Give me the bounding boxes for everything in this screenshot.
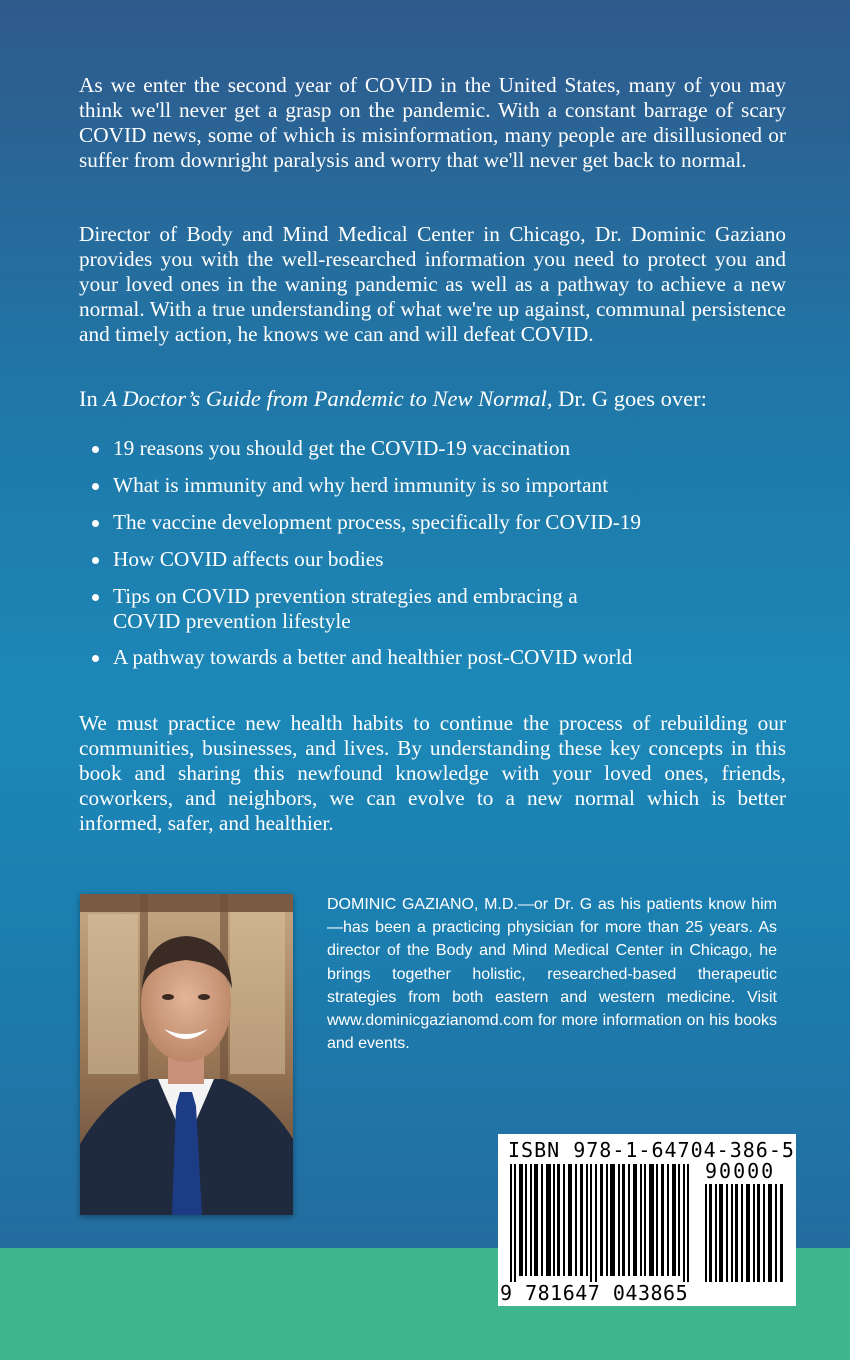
description-paragraph-1: As we enter the second year of COVID in the United States, many of you may think we'll never get a grasp on the pandemic. With a constant barrage of scary COVID news, some of which is misinformation, many people are disillusioned or suffer from downright paralysis and worry that we'll never get back to normal. — [79, 73, 786, 172]
price-bars — [705, 1184, 785, 1282]
list-item: Tips on COVID prevention strategies and embracing a COVID prevention lifestyle — [79, 584, 643, 634]
author-bio: DOMINIC GAZIANO, M.D.—or Dr. G as his patients know him—has been a practicing physician for more than 25 years. As director of the Body and Mind Medical Center in Chicago, he brings together holistic, researched-based therapeutic strategies from both eastern and western medicine. Visit www.dominicgazianomd.com for more information on his books and events. — [327, 896, 777, 1053]
ean-bars — [510, 1164, 695, 1282]
description-paragraph-2: Director of Body and Mind Medical Center in Chicago, Dr. Dominic Gaziano provides you with the well-researched information you need to protect you and your loved ones in the waning pandemic as well as a pathway to achieve a new normal. With a true understanding of what we're up against, communal persistence and timely action, he knows we can and will defeat COVID. — [79, 222, 786, 346]
list-item: The vaccine development process, specifically for COVID-19 — [79, 510, 779, 535]
list-item: 19 reasons you should get the COVID-19 vaccination — [79, 436, 779, 461]
bullet-intro — [79, 386, 786, 411]
description-paragraph-3: We must practice new health habits to continue the process of rebuilding our communities, businesses, and lives. By understanding these key concepts in this book and sharing this newfound knowledge with your loved ones, friends, coworkers, and neighbors, we can evolve to a new normal which is better informed, safer, and healthier. — [79, 711, 786, 835]
intro-suffix: , Dr. G goes over: — [546, 386, 707, 411]
list-item: A pathway towards a better and healthier post-COVID world — [79, 645, 779, 670]
intro-prefix: In — [79, 386, 104, 411]
book-title: A Doctor’s Guide from Pandemic to New Normal — [103, 386, 547, 411]
isbn-number: ISBN 978-1-64704-386-5 — [508, 1138, 795, 1162]
author-photo — [80, 894, 293, 1215]
list-item: How COVID affects our bodies — [79, 547, 779, 572]
price-code: 90000 — [705, 1159, 776, 1183]
topic-list — [79, 436, 779, 682]
ean-digits: 9 781647 043865 — [500, 1281, 689, 1305]
list-item: What is immunity and why herd immunity is so important — [79, 473, 779, 498]
isbn-barcode — [498, 1134, 796, 1306]
